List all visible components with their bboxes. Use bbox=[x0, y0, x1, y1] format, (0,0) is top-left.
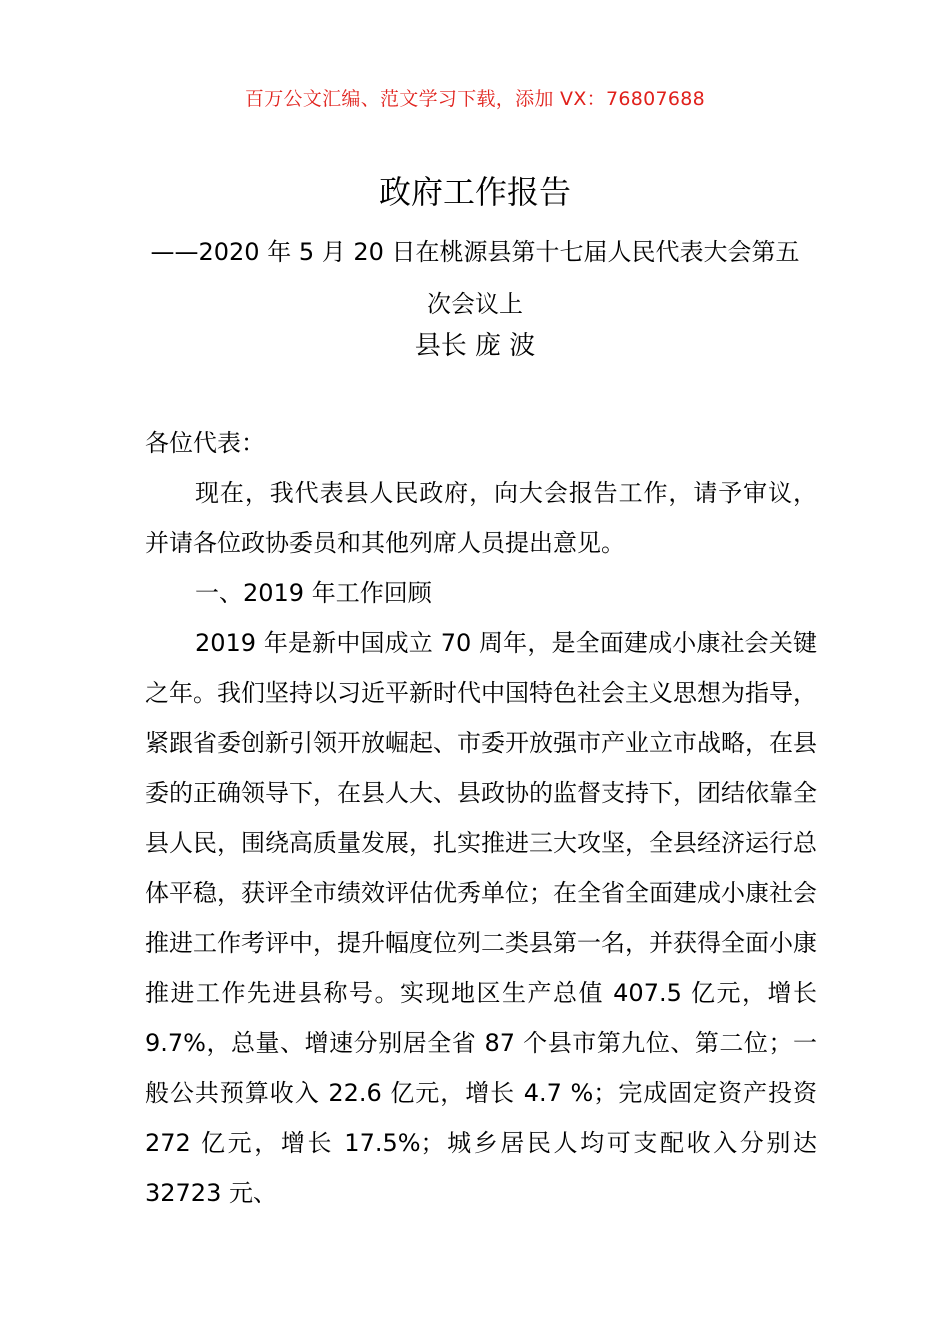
promo-banner: 百万公文汇编、范文学习下载，添加 VX：76807688 bbox=[244, 88, 706, 110]
paragraph-review: 2019 年是新中国成立 70 周年，是全面建成小康社会关键之年。我们坚持以习近平新时代中国特色社会主义思想为指导，紧跟省委创新引领开放崛起、市委开放强市产业立市战略，在县委的正确领导下，在县人大、县政协的监督支持下，团结依靠全县人民，围绕高质量发展，扎实推进三大攻坚，全县经济运行总体平稳，获评全市绩效评估优秀单位；在全省全面建成小康社会推进工作考评中，提升幅度位列二类县第一名，并获得全面小康推进工作先进县称号。实现地区生产总值 407.5 亿元，增长 9.7%，总量、增速分别居全省 87 个县市第九位、第二位；一般公共预算收入 22.6 亿元，增长 4.7 %；完成固定资产投资 272 亿元，增长 17.5%；城乡居民人均可支配收入分别达 32723 元、 bbox=[145, 629, 817, 1207]
document-title: 政府工作报告 bbox=[378, 173, 571, 211]
document-body bbox=[145, 418, 817, 1218]
greeting: 各位代表： bbox=[145, 429, 265, 457]
section-heading: 一、2019 年工作回顾 bbox=[195, 579, 432, 607]
paragraph-intro: 现在，我代表县人民政府，向大会报告工作，请予审议，并请各位政协委员和其他列席人员提出意见。 bbox=[145, 479, 817, 557]
document-subtitle: ——2020 年 5 月 20 日在桃源县第十七届人民代表大会第五次会议上 bbox=[150, 238, 800, 318]
document-author: 县长 庞 波 bbox=[414, 331, 536, 361]
